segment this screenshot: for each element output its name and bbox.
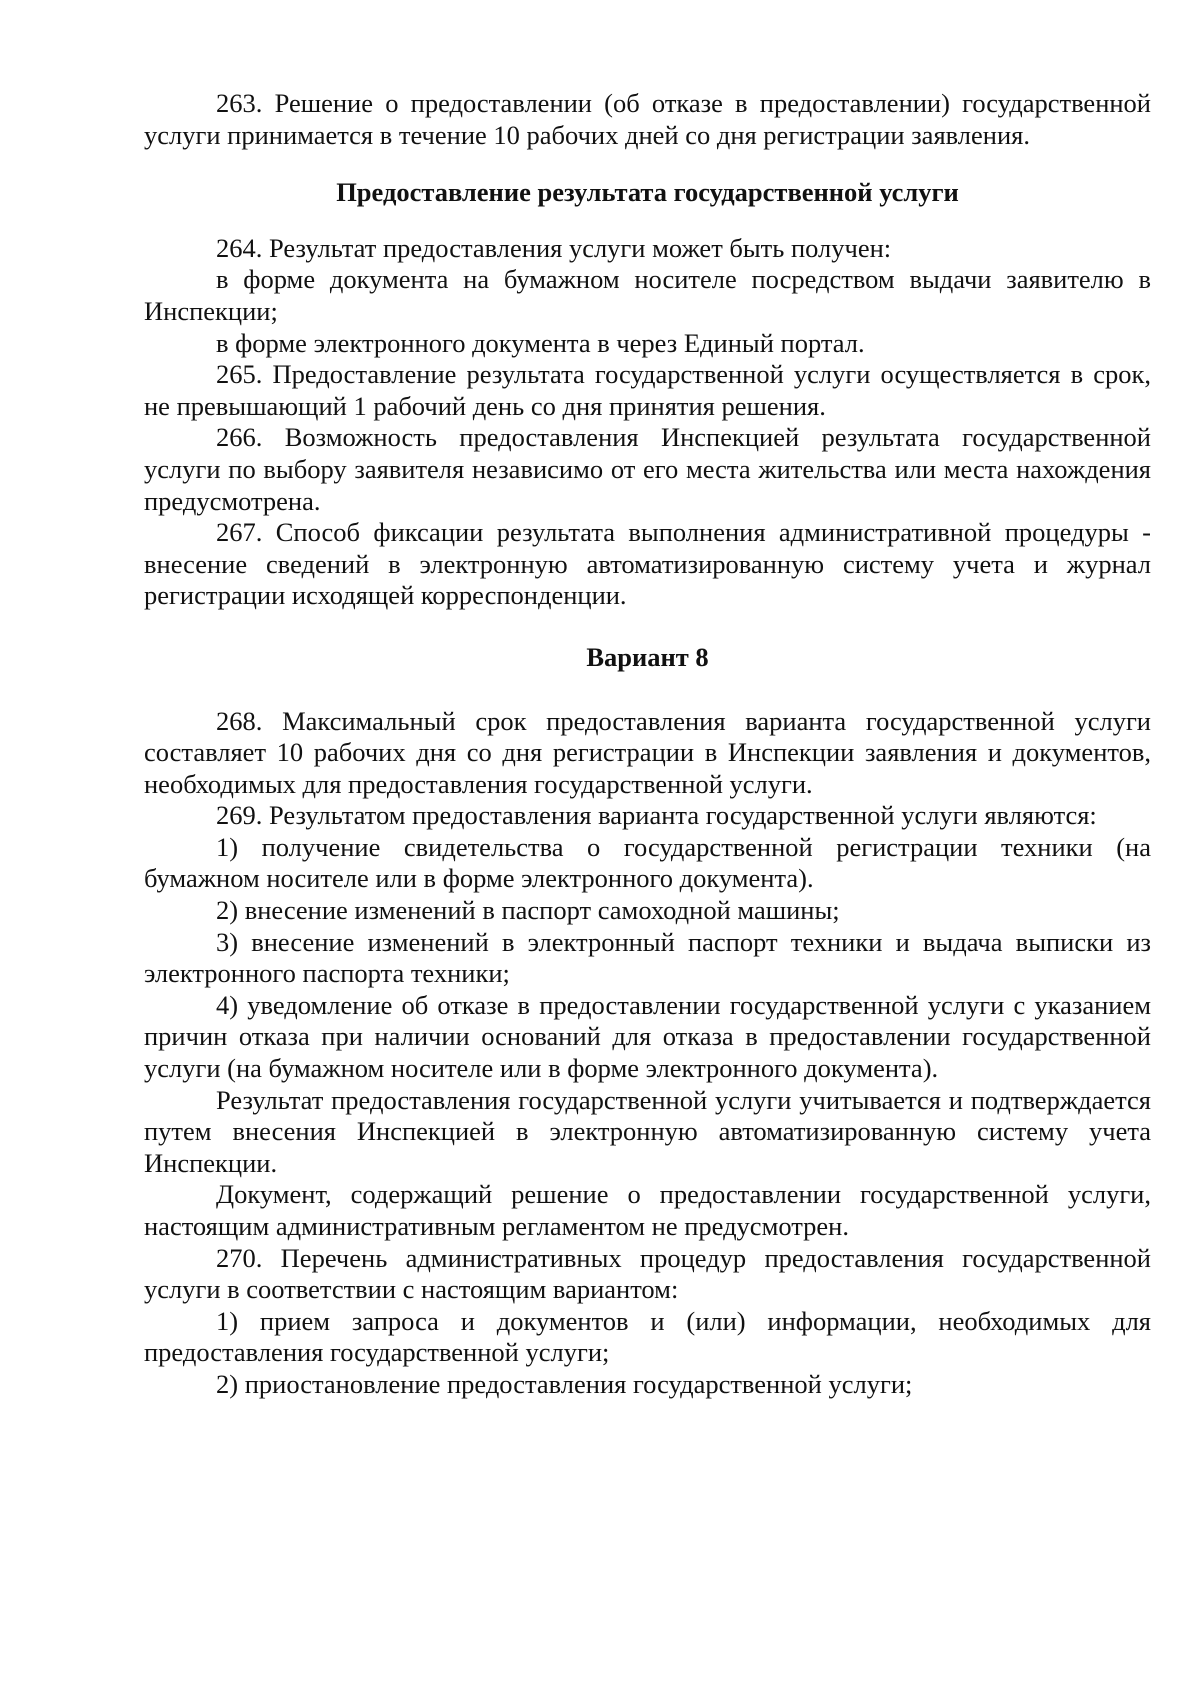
paragraph-269-item-2: 2) внесение изменений в паспорт самоходной машины; bbox=[216, 895, 840, 926]
paragraph-268: 268. Максимальный срок предоставления варианта государственной услуги составляет 10 рабочих дня со дня регистрации в Инспекции заявления и документов, необходимых для предоставления государственной услуги. bbox=[144, 705, 1151, 799]
document-body bbox=[144, 88, 1151, 1401]
paragraph-result-accounting: Результат предоставления государственной услуги учитывается и подтверждается путем внесения Инспекцией в электронную автоматизированную систему учета Инспекции. bbox=[144, 1084, 1151, 1178]
paragraph-264: 264. Результат предоставления услуги может быть получен: bbox=[216, 232, 892, 263]
paragraph-269: 269. Результатом предоставления варианта государственной услуги являются: bbox=[216, 800, 1097, 831]
paragraph-264-electronic: в форме электронного документа в через Единый портал. bbox=[216, 327, 865, 358]
section-heading-result: Предоставление результата государственной услуги bbox=[336, 177, 959, 208]
section-heading-variant: Вариант 8 bbox=[586, 641, 709, 672]
paragraph-265: 265. Предоставление результата государственной услуги осуществляется в срок, не превышающий 1 рабочий день со дня принятия решения. bbox=[144, 359, 1151, 421]
paragraph-263: 263. Решение о предоставлении (об отказе в предоставлении) государственной услуги принимается в течение 10 рабочих дней со дня регистрации заявления. bbox=[144, 88, 1151, 150]
paragraph-269-item-1: 1) получение свидетельства о государственной регистрации техники (на бумажном носителе или в форме электронного документа). bbox=[144, 831, 1151, 894]
paragraph-270-item-2: 2) приостановление предоставления государственной услуги; bbox=[216, 1368, 913, 1399]
paragraph-270-item-1: 1) прием запроса и документов и (или) информации, необходимых для предоставления государственной услуги; bbox=[144, 1305, 1151, 1368]
paragraph-270: 270. Перечень административных процедур предоставления государственной услуги в соответствии с настоящим вариантом: bbox=[144, 1242, 1151, 1305]
paragraph-264-paper: в форме документа на бумажном носителе посредством выдачи заявителю в Инспекции; bbox=[144, 264, 1151, 326]
paragraph-decision-document: Документ, содержащий решение о предоставлении государственной услуги, настоящим административным регламентом не предусмотрен. bbox=[144, 1179, 1151, 1241]
paragraph-269-item-3: 3) внесение изменений в электронный паспорт техники и выдача выписки из электронного паспорта техники; bbox=[144, 926, 1151, 989]
paragraph-267: 267. Способ фиксации результата выполнения административной процедуры - внесение сведений в электронную автоматизированную систему учета и журнал регистрации исходящей корреспонденции. bbox=[144, 517, 1151, 611]
paragraph-266: 266. Возможность предоставления Инспекцией результата государственной услуги по выбору заявителя независимо от его места жительства или места нахождения предусмотрена. bbox=[144, 422, 1151, 516]
paragraph-269-item-4: 4) уведомление об отказе в предоставлении государственной услуги с указанием причин отказа при наличии оснований для отказа в предоставлении государственной услуги (на бумажном носителе или в форме электронного документа). bbox=[144, 989, 1151, 1084]
